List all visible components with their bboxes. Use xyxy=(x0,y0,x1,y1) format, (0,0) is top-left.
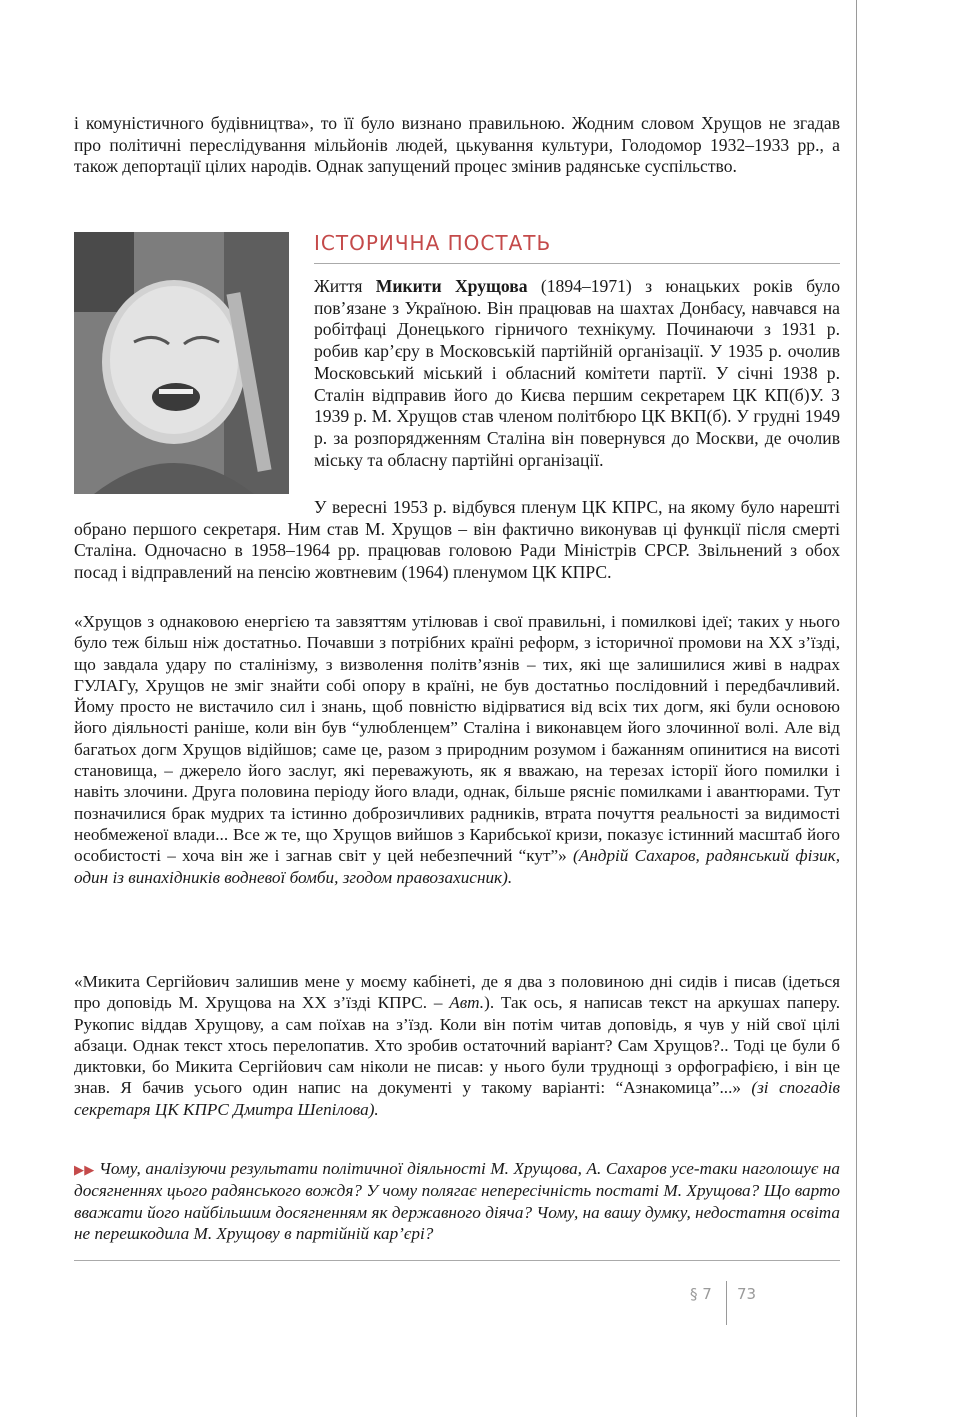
intro-paragraph: і комуністичного будівництва», то її було визнано правильною. Жодним словом Хрущов не згадав про політичні переслідування мільйонів людей, цькування культури, Голодомор 1932–1933 рр., а також депортації цілих народів. Однак запущений процес змінив радянське суспільство. xyxy=(74,113,840,177)
section-title: ІСТОРИЧНА ПОСТАТЬ xyxy=(314,231,552,255)
page-number: 73 xyxy=(737,1285,757,1303)
quote-shepilov: «Микита Сергійович залишив мене у моєму кабінеті, де я два з половиною дні сидів і писав (ідеться про доповідь М. Хрущова на XX з’їзді КПРС. – Авт.). Так ось, я написав текст на аркушах паперу. Рукопис віддав Хрущову, а сам поїхав на з’їзд. Коли він потім читав доповідь, я чув у ній свої цілі абзаци. Однак текст хтось перелопатив. Хто зробив остаточний варіант? Сам Хрущов?.. Тоді це були б диктовки, бо Микита Сергійович сам ніколи не писав: у нього були труднощі з орфографією, і він це знав. Я бачив усього один напис на документі у такому варіанті: “Азнакомица”...» (зі спогадів секретаря ЦК КПРС Дмитра Шепілова). xyxy=(74,972,840,1119)
page-margin-line xyxy=(856,0,857,1417)
person-name: Микити Хрущова xyxy=(375,276,528,296)
biography-continuation: У вересні 1953 р. відбувся пленум ЦК КПРС, на якому було нарешті обрано першого секретаря. Ним став М. Хрущов – він фактично виконував ці функції після смерті Сталіна. Одночасно в 1958–1964 рр. працював головою Ради Міністрів СРСР. Звільнений з обох посад і відправлений на пенсію жовтневим (1964) пленумом ЦК КПРС. xyxy=(74,497,840,583)
khrushchev-photo xyxy=(74,232,289,494)
review-question: ▶▶ Чому, аналізуючи результати політичної діяльності М. Хрущова, А. Сахаров усе-таки наголошує на досягненнях цього радянського вождя? У чому полягає непересічність постаті М. Хрущова? Що варто вважати його найбільшим досягненням як державного діяча? Чому, на вашу думку, недостатня освіта не перешкодила М. Хрущову в партійній кар’єрі? xyxy=(74,1159,841,1243)
biography-paragraph: Життя Микити Хрущова (1894–1971) з юнацьких років було пов’язане з Україною. Він працював на шахтах Донбасу, навчався на робітфаці Донецького гірничого технікуму. Починаючи з 1931 р. робив кар’єру в Московській партійній організації. У 1935 р. очолив Московський міський і обласний комітети партії. У січні 1938 р. Сталін відправив його до Києва першим секретарем ЦК КП(б)У. З 1939 р. М. Хрущов став членом політбюро ЦК ВКП(б). У грудні 1949 р. за розпорядженням Сталіна він повернувся до Москви, де очолив міську та обласну партійні організації. xyxy=(314,276,840,470)
bottom-divider xyxy=(74,1260,840,1261)
section-number: § 7 xyxy=(690,1285,712,1303)
quote-source: (Андрій Сахаров, радянський фізик, один із винахідників водневої бомби, згодом правозахисник). xyxy=(74,846,840,887)
quote-sakharov: «Хрущов з однаковою енергією та завзяттям утілював і свої правильні, і помилкові ідеї; таких у нього було теж більш ніж достатньо. Почавши з потрібних країні реформ, з історичної промови на XX з’їзді, що завдала удару по сталінізму, з визволення політв’язнів – тих, які ще залишилися живі в надрах ГУЛАГу, Хрущов не зміг знайти собі опору в країні, не був достатньо послідовний і передбачливий. Йому просто не вистачило сил і знань, щоб повністю відірватися від всіх тих догм, які були основою його діяльності раніше, коли він був “улюбленцем” Сталіна і виконавцем його злочинної волі. Але від багатьох догм Хрущов відійшов; саме це, разом з природним розумом і бажанням опинитися на висоті становища, – джерело його заслуг, які переважують, як я вважаю, на терезах історії його помилки і навіть злочини. Друга половина періоду його влади, однак, більше рясніє помилками і авантюрами. Тут позначилися брак мудрих та істинно доброзичливих радників, втрата почуття реальності за видимості необмеженої влади... Все ж те, що Хрущов вийшов з Карибської кризи, показує істинний масштаб його особистості – хоча він же і загнав світ у цей небезпечний “кут”» (Андрій Сахаров, радянський фізик, один із винахідників водневої бомби, згодом правозахисник). xyxy=(74,612,840,887)
double-arrow-icon: ▶▶ xyxy=(74,1162,95,1177)
quote-source: (зі спогадів секретаря ЦК КПРС Дмитра Шепілова). xyxy=(74,1078,840,1119)
title-divider xyxy=(314,263,840,264)
footer-divider xyxy=(726,1281,727,1325)
